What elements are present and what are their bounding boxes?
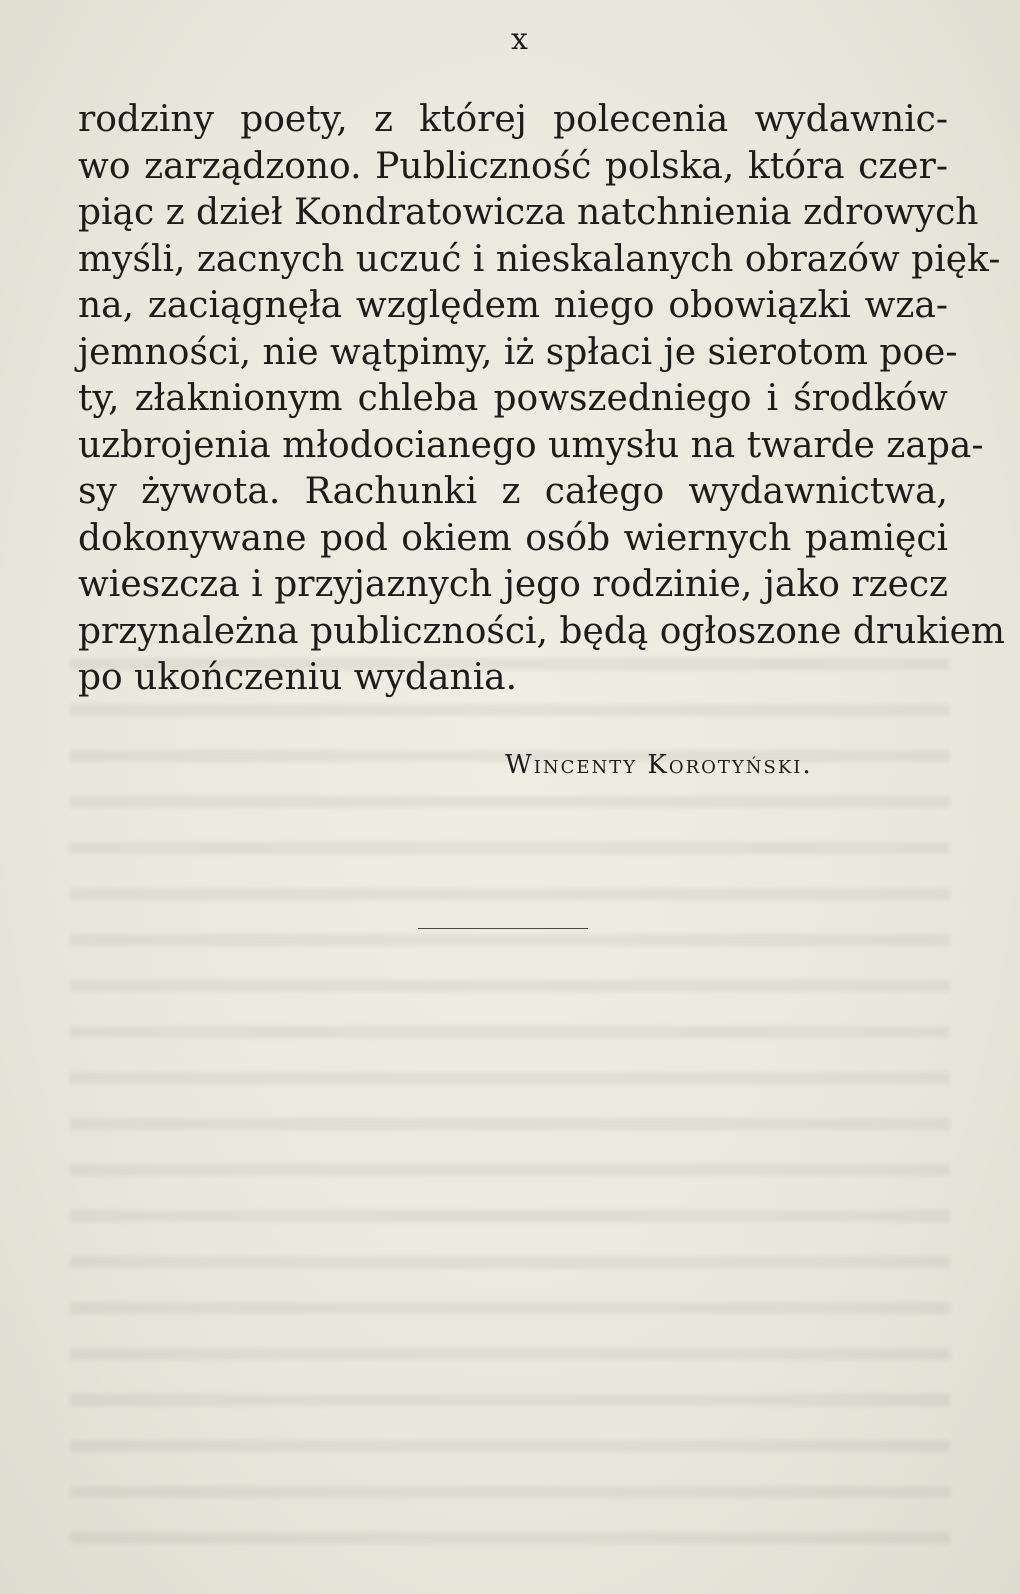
text-line: dokonywane pod okiem osób wiernych pamięci bbox=[78, 517, 948, 559]
page-number: x bbox=[511, 22, 529, 57]
body-paragraph bbox=[78, 97, 1006, 702]
text-line: sy żywota. Rachunki z całego wydawnictwa, bbox=[78, 471, 948, 512]
text-line: jemności, nie wątpimy, iż spłaci je sierotom poe- bbox=[78, 331, 958, 373]
text-line: rodziny poety, z której polecenia wydawnic- bbox=[78, 99, 948, 140]
text-line: ty, złaknionym chleba powszedniego i środków bbox=[78, 378, 948, 419]
author-signature: Wincenty Korotyński. bbox=[505, 750, 813, 780]
text-line: uzbrojenia młodocianego umysłu na twarde zapa- bbox=[78, 424, 984, 466]
text-line: na, zaciągnęła względem niego obowiązki wza- bbox=[78, 285, 948, 326]
text-line: przynależna publiczności, będą ogłoszone drukiem bbox=[78, 610, 1006, 652]
text-line: wo zarządzono. Publiczność polska, która czer- bbox=[78, 145, 948, 187]
text-line: po ukończeniu wydania. bbox=[78, 657, 518, 698]
text-line: wieszcza i przyjaznych jego rodzinie, jako rzecz bbox=[78, 564, 948, 605]
text-line: piąc z dzieł Kondratowicza natchnienia zdrowych bbox=[78, 192, 979, 233]
section-divider bbox=[418, 928, 588, 929]
text-line: myśli, zacnych uczuć i nieskalanych obrazów pięk- bbox=[78, 238, 1001, 280]
